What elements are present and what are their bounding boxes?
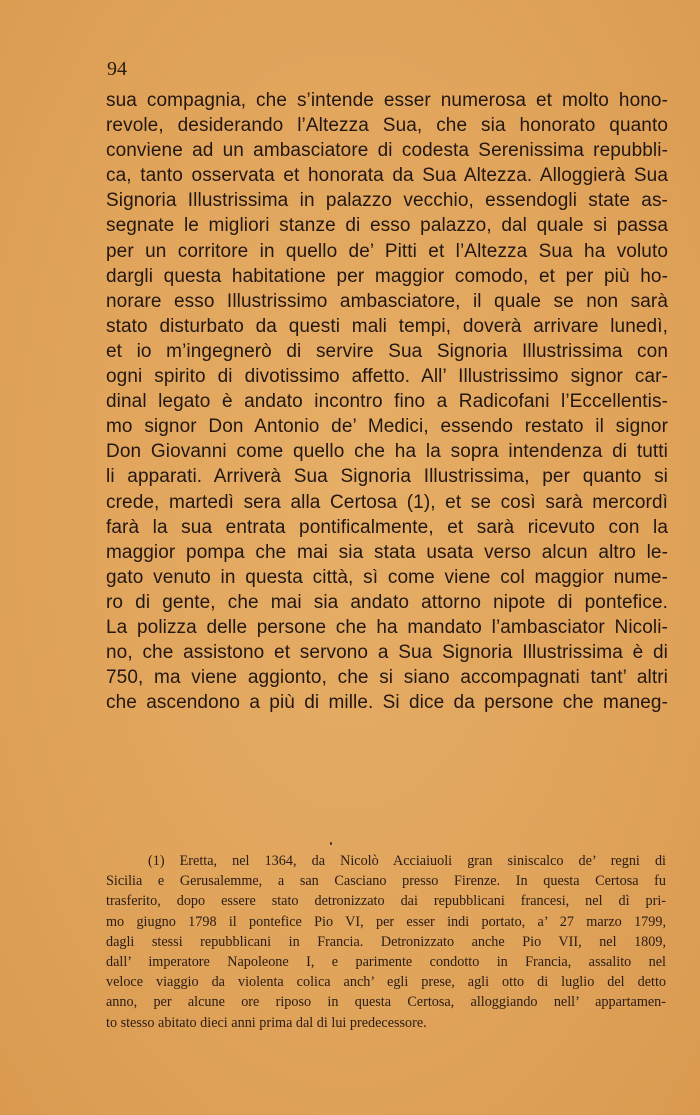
text-line: mo signor Don Antonio de’ Medici, essendo restato il signor <box>106 416 668 438</box>
footnote-line: dagli stessi repubblicani in Francia. Detronizzato anche Pio VII, nel 1809, <box>106 933 666 950</box>
text-line: revole, desiderando l’Altezza Sua, che sia honorato quanto <box>106 115 668 137</box>
text-line: gato venuto in questa città, sì come viene col maggior nume- <box>106 566 668 588</box>
text-line: sua compagnia, che s’intende esser numerosa et molto hono- <box>106 90 668 111</box>
text-line: dargli questa habitatione per maggior comodo, et per più ho- <box>106 265 668 287</box>
text-line: segnate le migliori stanze di esso palazzo, dal quale si passa <box>106 215 668 237</box>
text-line: no, che assistono et servono a Sua Signoria Illustrissima è di <box>106 642 668 664</box>
text-line: norare esso Illustrissimo ambasciatore, il quale se non sarà <box>106 290 668 312</box>
text-line: Signoria Illustrissima in palazzo vecchio, essendogli state as- <box>106 190 668 212</box>
footnote-separator-mark <box>330 842 332 845</box>
footnote-line: mo giugno 1798 il pontefice Pio VI, per esser indi portato, a’ 27 marzo 1799, <box>106 913 666 930</box>
text-line: che ascendono a più di mille. Si dice da persone che maneg- <box>106 692 668 714</box>
footnote <box>106 851 666 1033</box>
footnote-line: veloce viaggio da violenta colica anch’ egli prese, agli otto di luglio del detto <box>106 974 666 991</box>
text-line: La polizza delle persone che ha mandato l’ambasciator Nicoli- <box>106 616 668 638</box>
footnote-line: (1) Eretta, nel 1364, da Nicolò Acciaiuoli gran siniscalco de’ regni di <box>148 853 666 869</box>
text-line: per un corritore in quello de’ Pitti et l’Altezza Sua ha voluto <box>106 240 668 262</box>
text-line: conviene ad un ambasciatore di codesta Serenissima repubbli- <box>106 140 668 162</box>
footnote-line: anno, per alcune ore riposo in questa Certosa, alloggiando nell’ appartamen- <box>106 994 666 1011</box>
text-line: Don Giovanni come quello che ha la sopra intendenza di tutti <box>106 441 668 463</box>
text-line: stato disturbato da questi mali tempi, doverà arrivare lunedì, <box>106 315 668 337</box>
text-line: ro di gente, che mai sia andato attorno nipote di pontefice. <box>106 591 668 613</box>
page-number: 94 <box>107 58 127 80</box>
main-text <box>106 88 668 715</box>
text-line: crede, martedì sera alla Certosa (1), et se così sarà mercordì <box>106 491 668 513</box>
footnote-line: Sicilia e Gerusalemme, a san Casciano presso Firenze. In questa Certosa fu <box>106 873 666 890</box>
text-line: dinal legato è andato incontro fino a Radicofani l’Eccellentis- <box>106 391 668 413</box>
text-line: 750, ma viene aggionto, che si siano accompagnati tant’ altri <box>106 667 668 689</box>
footnote-line: to stesso abitato dieci anni prima dal di lui predecessore. <box>106 1014 427 1031</box>
text-line: li apparati. Arriverà Sua Signoria Illustrissima, per quanto si <box>106 466 668 488</box>
footnote-line: trasferito, dopo essere stato detronizzato dai repubblicani francesi, nel dì pri- <box>106 893 666 910</box>
text-line: ogni spirito di divotissimo affetto. All’ Illustrissimo signor car- <box>106 366 668 388</box>
text-line: farà la sua entrata pontificalmente, et sarà ricevuto con la <box>106 516 668 538</box>
text-line: maggior pompa che mai sia stata usata verso alcun altro le- <box>106 541 668 563</box>
text-line: ca, tanto osservata et honorata da Sua Altezza. Alloggierà Sua <box>106 165 668 187</box>
text-line: et io m’ingegnerò di servire Sua Signoria Illustrissima con <box>106 340 668 362</box>
footnote-line: dall’ imperatore Napoleone I, e parimente condotto in Francia, assalito nel <box>106 954 666 971</box>
